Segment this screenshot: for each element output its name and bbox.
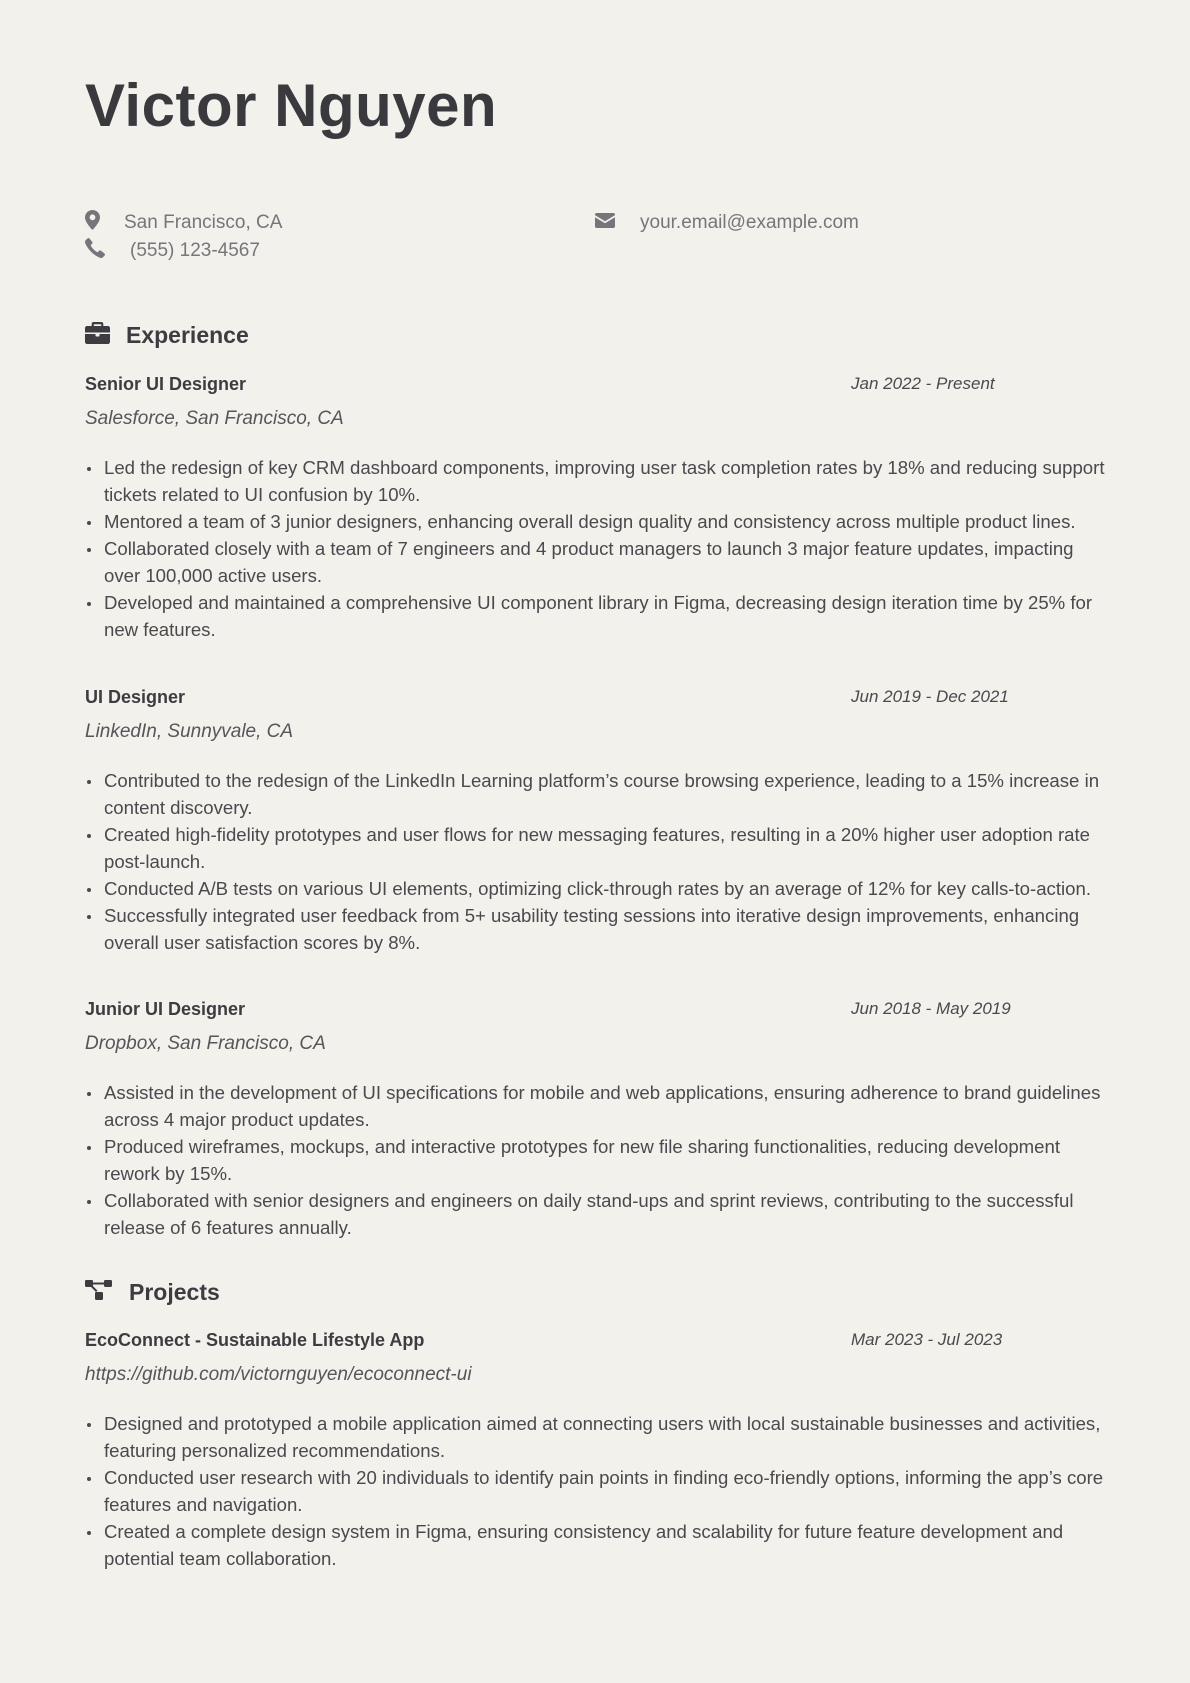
job-company: Salesforce, San Francisco, CA bbox=[85, 408, 344, 429]
bullet-item: Designed and prototyped a mobile application aimed at connecting users with local sustainable businesses and activities, featuring personalized recommendations. bbox=[85, 1410, 1105, 1464]
bullet-item: Mentored a team of 3 junior designers, enhancing overall design quality and consistency across multiple product lines. bbox=[85, 508, 1105, 535]
bullet-item: Created a complete design system in Figma, ensuring consistency and scalability for future feature development and potential team collaboration. bbox=[85, 1518, 1105, 1572]
job-title: UI Designer bbox=[85, 687, 186, 707]
job-bullets bbox=[85, 767, 1105, 956]
projects-heading bbox=[85, 1279, 220, 1306]
job-bullets bbox=[85, 454, 1105, 643]
phone-icon bbox=[85, 238, 105, 264]
job-dates: Jun 2018 - May 2019 bbox=[851, 999, 1011, 1018]
contact-location bbox=[85, 210, 282, 236]
job-company: Dropbox, San Francisco, CA bbox=[85, 1033, 326, 1054]
bullet-item: Collaborated closely with a team of 7 engineers and 4 product managers to launch 3 major feature updates, impacting over 100,000 active users. bbox=[85, 535, 1105, 589]
email-link[interactable]: your.email@example.com bbox=[640, 212, 859, 233]
map-pin-icon bbox=[85, 210, 100, 236]
project-title: EcoConnect - Sustainable Lifestyle App bbox=[85, 1330, 425, 1350]
job-title: Senior UI Designer bbox=[85, 374, 247, 394]
briefcase-icon bbox=[85, 322, 110, 349]
job-title: Junior UI Designer bbox=[85, 999, 246, 1019]
phone-text: (555) 123-4567 bbox=[130, 240, 260, 261]
job-company: LinkedIn, Sunnyvale, CA bbox=[85, 721, 294, 742]
bullet-item: Collaborated with senior designers and engineers on daily stand-ups and sprint reviews, contributing to the successful release of 6 features annually. bbox=[85, 1187, 1105, 1241]
bullet-item: Developed and maintained a comprehensive UI component library in Figma, decreasing design iteration time by 25% for new features. bbox=[85, 589, 1105, 643]
project-link[interactable]: https://github.com/victornguyen/ecoconnect-ui bbox=[85, 1364, 472, 1385]
bullet-item: Successfully integrated user feedback from 5+ usability testing sessions into iterative design improvements, enhancing overall user satisfaction scores by 8%. bbox=[85, 902, 1105, 956]
project-dates: Mar 2023 - Jul 2023 bbox=[851, 1330, 1003, 1349]
bullet-item: Assisted in the development of UI specifications for mobile and web applications, ensuring adherence to brand guidelines across 4 major product updates. bbox=[85, 1079, 1105, 1133]
envelope-icon bbox=[595, 212, 615, 234]
experience-heading bbox=[85, 322, 249, 349]
experience-heading-label: Experience bbox=[126, 322, 249, 348]
bullet-item: Conducted user research with 20 individuals to identify pain points in finding eco-friendly options, informing the app’s core features and navigation. bbox=[85, 1464, 1105, 1518]
job-dates: Jan 2022 - Present bbox=[851, 374, 995, 393]
bullet-item: Created high-fidelity prototypes and user flows for new messaging features, resulting in a 20% higher user adoption rate post-launch. bbox=[85, 821, 1105, 875]
contact-phone bbox=[85, 238, 260, 264]
bullet-item: Conducted A/B tests on various UI elements, optimizing click-through rates by an average of 12% for key calls-to-action. bbox=[85, 875, 1105, 902]
job-dates: Jun 2019 - Dec 2021 bbox=[851, 687, 1009, 706]
bullet-item: Produced wireframes, mockups, and interactive prototypes for new file sharing functionalities, reducing development rework by 15%. bbox=[85, 1133, 1105, 1187]
project-diagram-icon bbox=[85, 1279, 113, 1306]
projects-heading-label: Projects bbox=[129, 1279, 220, 1305]
bullet-item: Led the redesign of key CRM dashboard components, improving user task completion rates by 18% and reducing support tickets related to UI confusion by 10%. bbox=[85, 454, 1105, 508]
location-text: San Francisco, CA bbox=[124, 212, 283, 233]
bullet-item: Contributed to the redesign of the LinkedIn Learning platform’s course browsing experience, leading to a 15% increase in content discovery. bbox=[85, 767, 1105, 821]
job-bullets bbox=[85, 1079, 1105, 1241]
candidate-name: Victor Nguyen bbox=[85, 72, 498, 139]
project-bullets bbox=[85, 1410, 1105, 1572]
contact-email bbox=[595, 210, 859, 236]
